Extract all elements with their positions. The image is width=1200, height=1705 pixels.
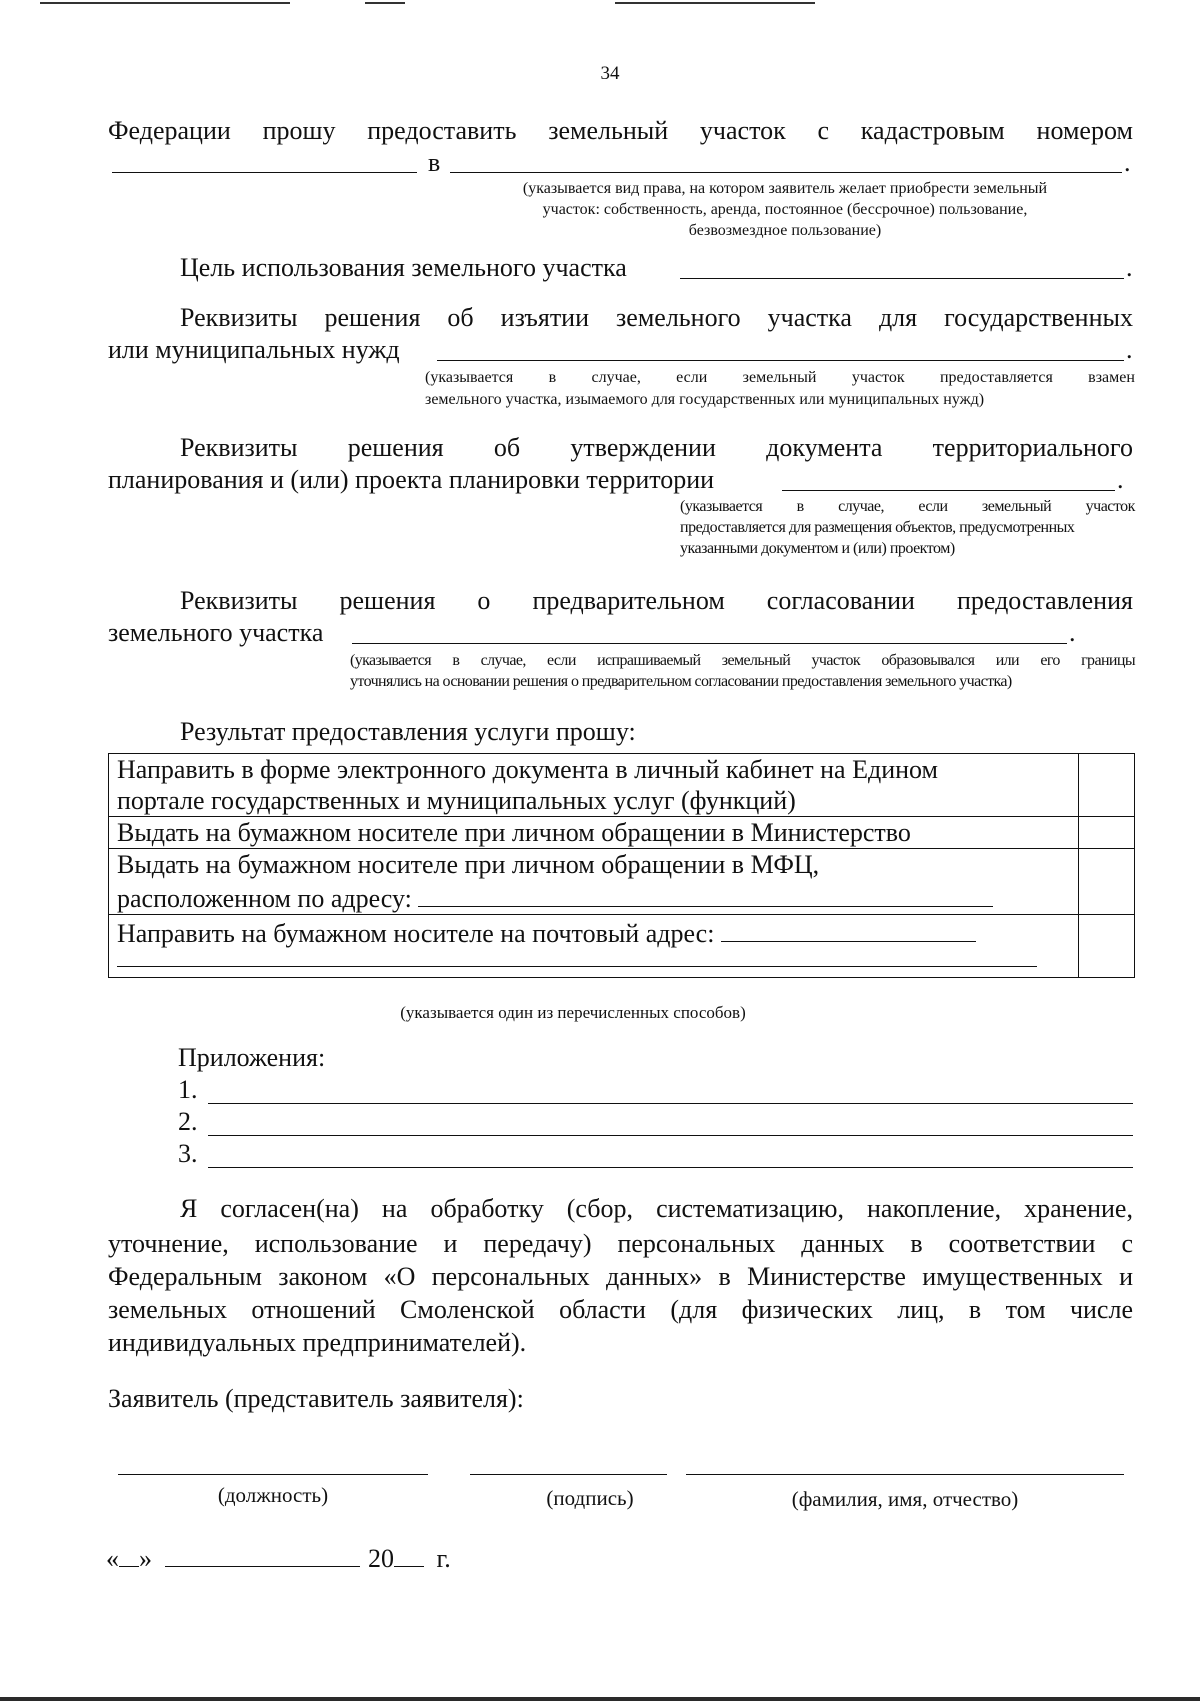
word: в	[452, 652, 460, 669]
postal-address-field[interactable]	[721, 915, 976, 942]
option-ministry	[109, 817, 1079, 849]
word: (указывается	[350, 652, 432, 669]
word: для	[878, 303, 918, 332]
option-mfc	[109, 849, 1079, 915]
consent-line-3	[108, 1261, 1133, 1293]
signature-caption: (подпись)	[546, 1486, 634, 1510]
close-quote: »	[139, 1544, 152, 1573]
note-line: указанными документом и (или) проектом)	[680, 540, 955, 557]
word: если	[918, 498, 948, 515]
signature-field[interactable]	[470, 1474, 667, 1475]
result-note: (указывается один из перечисленных способов)	[400, 1003, 746, 1022]
intro-end-dot: .	[1124, 148, 1131, 177]
word: земельного	[616, 303, 741, 332]
word: случае,	[480, 652, 526, 669]
intro-line-1	[108, 115, 1133, 147]
word: участок	[699, 116, 786, 145]
option-text: Направить на бумажном носителе на почтовый адрес:	[117, 919, 715, 948]
note-line	[350, 650, 1135, 671]
planning-details-field[interactable]	[782, 490, 1115, 491]
word: или	[995, 652, 1020, 669]
word: в	[910, 1229, 923, 1258]
word: в	[968, 1295, 982, 1324]
attachment-number: 3.	[178, 1139, 198, 1168]
table-row	[109, 817, 1135, 849]
note-line	[680, 496, 1135, 517]
word: законом	[278, 1262, 368, 1291]
seizure-note-line-1	[425, 367, 1135, 388]
attachment-field[interactable]	[208, 1167, 1133, 1168]
planning-note	[680, 496, 1135, 559]
word: взамен	[1088, 369, 1135, 386]
word: утверждении	[570, 433, 716, 462]
preliminary-details-field[interactable]	[352, 643, 1067, 644]
word: о	[477, 586, 491, 615]
word: использование	[254, 1229, 418, 1258]
note-line: предоставляется для размещения объектов, предусмотренных	[680, 519, 1075, 536]
applicant-label: Заявитель (представитель заявителя):	[108, 1384, 524, 1413]
word: том	[1005, 1295, 1046, 1324]
word: номером	[1036, 116, 1133, 145]
option-electronic-checkbox[interactable]	[1079, 754, 1135, 817]
right-type-note	[430, 178, 1140, 241]
option-postal-checkbox[interactable]	[1079, 915, 1135, 978]
purpose-end-dot: .	[1126, 253, 1133, 282]
word: области	[559, 1295, 646, 1324]
attachments-heading: Приложения:	[178, 1043, 326, 1072]
date-line	[106, 1540, 451, 1575]
seizure-details-field[interactable]	[437, 360, 1124, 361]
attachment-field[interactable]	[208, 1135, 1133, 1136]
consent-line-1	[180, 1193, 1133, 1225]
word: систематизацию,	[656, 1194, 844, 1223]
preliminary-line-1	[180, 585, 1133, 617]
scan-edge-top	[40, 2, 290, 4]
year-suffix: г.	[436, 1544, 451, 1573]
note-line: участок: собственность, аренда, постоянное (бессрочное) пользование,	[542, 201, 1028, 218]
attachment-item	[178, 1106, 1133, 1138]
word: согласовании	[766, 586, 915, 615]
year-field[interactable]	[394, 1540, 424, 1567]
word: земельный	[981, 498, 1052, 515]
word: Реквизиты	[180, 303, 298, 332]
word: данных	[801, 1229, 885, 1258]
word: случае,	[838, 498, 884, 515]
option-text: Направить в форме электронного документа в личный кабинет на Едином	[117, 755, 938, 784]
word: «О	[383, 1262, 416, 1291]
result-heading: Результат предоставления услуги прошу:	[180, 717, 636, 746]
open-quote: «	[106, 1544, 119, 1573]
word: случае,	[591, 369, 641, 386]
word: об	[447, 303, 474, 332]
scan-edge-top	[615, 2, 815, 4]
purpose-field[interactable]	[680, 278, 1124, 279]
consent-line-4	[108, 1294, 1133, 1326]
word: данных»	[606, 1262, 703, 1291]
word: (для	[670, 1295, 718, 1324]
note-line: (указывается вид права, на котором заявитель желает приобрести земельный	[522, 180, 1048, 197]
table-row	[109, 754, 1135, 817]
planning-line-2: планирования и (или) проекта планировки территории	[108, 465, 715, 494]
word: передачу)	[483, 1229, 592, 1258]
word: с	[1121, 1229, 1133, 1258]
word: на	[381, 1194, 408, 1223]
word: документа	[766, 433, 883, 462]
word: Федерации	[108, 116, 231, 145]
word: (указывается	[425, 369, 514, 386]
word: предварительном	[532, 586, 725, 615]
preposition-v: в	[428, 148, 441, 177]
word: в	[718, 1262, 731, 1291]
word: Реквизиты	[180, 433, 298, 462]
word: границы	[1081, 652, 1135, 669]
word: государственных	[944, 303, 1133, 332]
year-prefix: 20	[368, 1544, 394, 1573]
word: участок	[1085, 498, 1135, 515]
word: об	[493, 433, 521, 462]
option-text: Выдать на бумажном носителе при личном обращении в МФЦ,	[117, 850, 820, 879]
preliminary-end-dot: .	[1069, 618, 1076, 647]
attachment-number: 1.	[178, 1075, 198, 1104]
word: хранение,	[1024, 1194, 1133, 1223]
word: решения	[347, 433, 444, 462]
position-field[interactable]	[118, 1474, 428, 1475]
option-ministry-checkbox[interactable]	[1079, 817, 1135, 849]
scan-edge-bottom	[0, 1697, 1200, 1701]
word: участок	[851, 369, 905, 386]
word: земельный	[548, 116, 669, 145]
preliminary-line-2: земельного участка	[108, 618, 324, 647]
scan-edge-top	[365, 2, 405, 4]
word: и	[443, 1229, 458, 1258]
word: решения	[324, 303, 421, 332]
word: если	[676, 369, 708, 386]
word: Реквизиты	[180, 586, 298, 615]
word: его	[1040, 652, 1060, 669]
result-options-table	[108, 753, 1135, 978]
table-row	[109, 849, 1135, 915]
word: в	[548, 369, 557, 386]
word: образовывался	[881, 652, 975, 669]
option-electronic	[109, 754, 1079, 817]
word: в	[796, 498, 804, 515]
attachment-field[interactable]	[208, 1103, 1133, 1104]
right-type-field[interactable]	[450, 172, 1122, 173]
word: кадастровым	[860, 116, 1005, 145]
word: участка	[767, 303, 852, 332]
word: персональных	[431, 1262, 590, 1291]
option-text-with-field	[117, 915, 1070, 949]
attachment-item	[178, 1138, 1133, 1170]
word: уточнение,	[108, 1229, 229, 1258]
note-line: уточнялись на основании решения о предварительном согласовании предоставления земельного участка)	[350, 673, 1012, 690]
word: земельный	[721, 652, 791, 669]
option-text: Выдать на бумажном носителе при личном обращении в Министерство	[117, 818, 911, 847]
note-line: безвозмездное пользование)	[688, 222, 882, 239]
consent-line-2	[108, 1228, 1133, 1260]
word: участок	[811, 652, 861, 669]
preliminary-note	[350, 650, 1135, 692]
word: предоставляется	[939, 369, 1053, 386]
word: решения	[339, 586, 436, 615]
word: персональных	[617, 1229, 776, 1258]
purpose-label: Цель использования земельного участка	[180, 253, 627, 282]
option-postal	[109, 915, 1079, 978]
attachment-item	[178, 1074, 1133, 1106]
planning-end-dot: .	[1117, 465, 1124, 494]
word: числе	[1069, 1295, 1133, 1324]
word: согласен(на)	[220, 1194, 359, 1223]
word: с	[817, 116, 830, 145]
word: (сбор,	[566, 1194, 634, 1223]
word: отношений	[251, 1295, 376, 1324]
option-text: портале государственных и муниципальных услуг (функций)	[117, 786, 796, 815]
cadastral-number-field[interactable]	[112, 172, 417, 173]
word: Министерстве	[747, 1262, 906, 1291]
word: Я	[180, 1194, 198, 1223]
word: предоставить	[367, 116, 517, 145]
word: изъятии	[500, 303, 590, 332]
option-mfc-checkbox[interactable]	[1079, 849, 1135, 915]
day-field[interactable]	[119, 1540, 139, 1567]
position-caption: (должность)	[217, 1483, 329, 1507]
word: накопление,	[867, 1194, 1002, 1223]
word: предоставления	[956, 586, 1133, 615]
postal-address-field-line-2[interactable]	[117, 966, 1037, 967]
consent-line-5: индивидуальных предпринимателей).	[108, 1328, 527, 1357]
seizure-end-dot: .	[1126, 335, 1133, 364]
seizure-line-2: или муниципальных нужд	[108, 335, 400, 364]
full-name-field[interactable]	[686, 1474, 1124, 1475]
word: (указывается	[680, 498, 763, 515]
word: земельный	[742, 369, 817, 386]
word: соответствии	[948, 1229, 1096, 1258]
word: Смоленской	[400, 1295, 535, 1324]
word: физических	[741, 1295, 873, 1324]
word: земельных	[108, 1295, 228, 1324]
seizure-line-1	[180, 302, 1133, 334]
word: и	[1119, 1262, 1133, 1291]
word: испрашиваемый	[597, 652, 701, 669]
full-name-caption: (фамилия, имя, отчество)	[791, 1487, 1019, 1511]
month-field[interactable]	[165, 1540, 360, 1567]
word: имущественных	[922, 1262, 1103, 1291]
word: прошу	[262, 116, 336, 145]
mfc-address-field[interactable]	[418, 880, 993, 907]
word: если	[547, 652, 576, 669]
word: лиц,	[897, 1295, 945, 1324]
word: территориального	[932, 433, 1133, 462]
attachment-number: 2.	[178, 1107, 198, 1136]
word: Федеральным	[108, 1262, 262, 1291]
seizure-note-line-2: земельного участка, изымаемого для государственных или муниципальных нужд)	[425, 391, 985, 408]
word: обработку	[430, 1194, 544, 1223]
planning-line-1	[180, 432, 1133, 464]
table-row	[109, 915, 1135, 978]
option-text: расположенном по адресу:	[117, 884, 412, 913]
option-text-with-field	[117, 880, 1070, 914]
page-number: 34	[600, 63, 620, 84]
